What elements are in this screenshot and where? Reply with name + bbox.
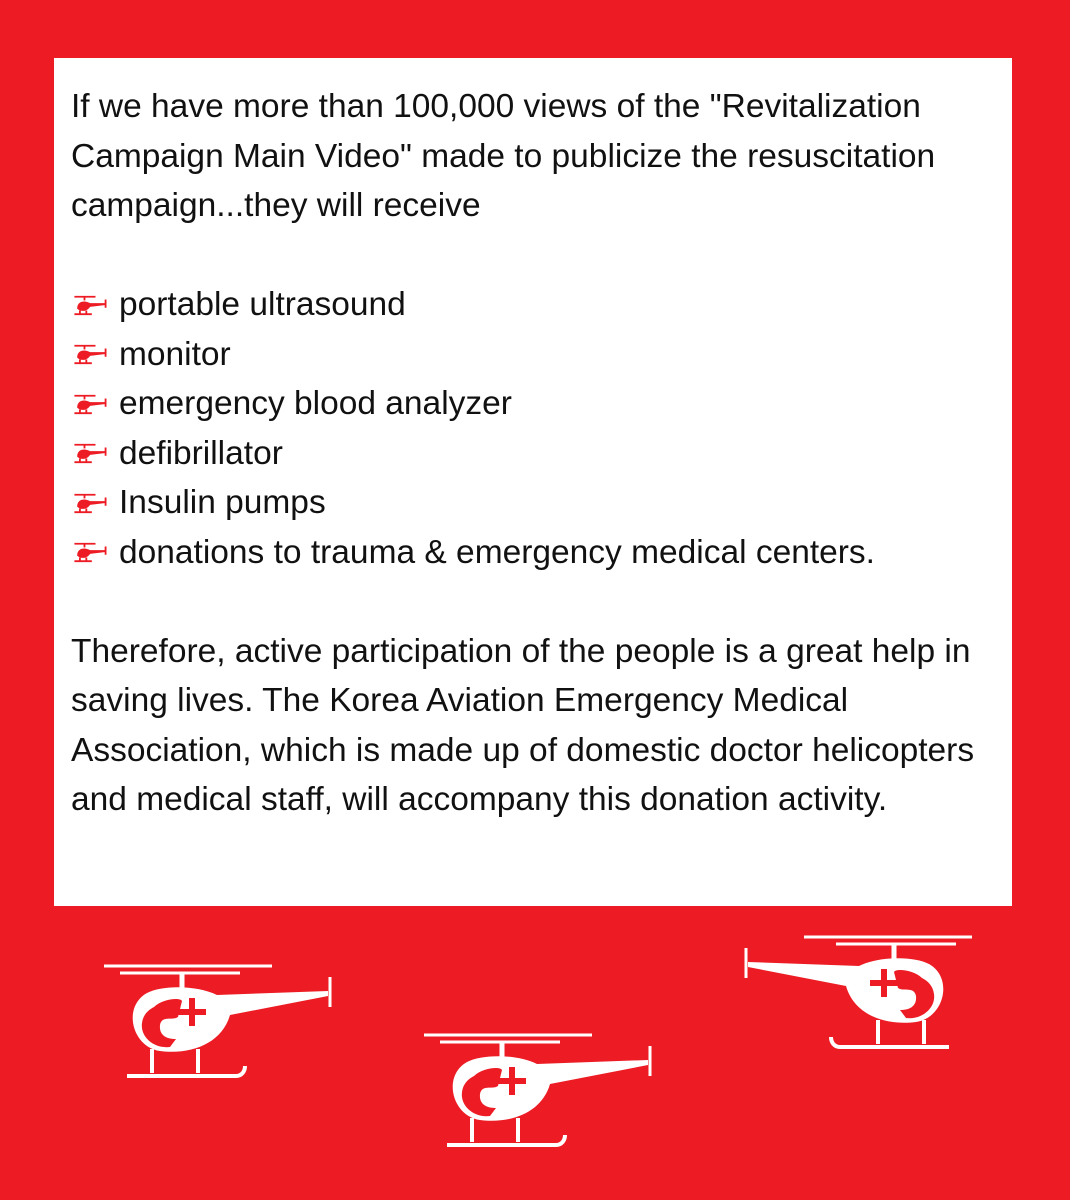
helicopter-icon <box>102 963 342 1083</box>
benefit-list <box>71 280 1012 577</box>
closing-text: Therefore, active participation of the people is a great help in saving lives. The Korea Aviation Emergency Medical Association, which is made up of domestic doctor helicopters and medical staff, will accompany this donation activity. <box>71 632 975 818</box>
helicopter-bullet-icon <box>71 343 109 365</box>
list-item <box>71 280 1012 330</box>
intro-text: If we have more than 100,000 views of the "Revitalization Campaign Main Video" made to publicize the resuscitation campaign...they will receive <box>71 88 936 224</box>
list-item-label: emergency blood analyzer <box>119 385 512 422</box>
list-item <box>71 429 1012 479</box>
list-item <box>71 330 1012 380</box>
helicopter-bullet-icon <box>71 492 109 514</box>
helicopter-bullet-icon <box>71 442 109 464</box>
list-item <box>71 478 1012 528</box>
helicopter-bullet-icon <box>71 541 109 563</box>
list-item-label: defibrillator <box>119 434 283 472</box>
list-item <box>71 379 1012 429</box>
list-item-label: portable ultrasound <box>119 286 406 323</box>
message-card <box>54 58 1012 906</box>
helicopter-bullet-icon <box>71 294 109 316</box>
helicopter-bullet-icon <box>71 393 109 415</box>
list-item-label: donations to trauma & emergency medical centers. <box>119 533 875 571</box>
list-item-label: Insulin pumps <box>119 484 326 521</box>
list-item <box>71 528 1012 578</box>
helicopter-icon <box>734 934 974 1054</box>
helicopter-icon <box>422 1032 662 1152</box>
list-item-label: monitor <box>119 335 231 373</box>
